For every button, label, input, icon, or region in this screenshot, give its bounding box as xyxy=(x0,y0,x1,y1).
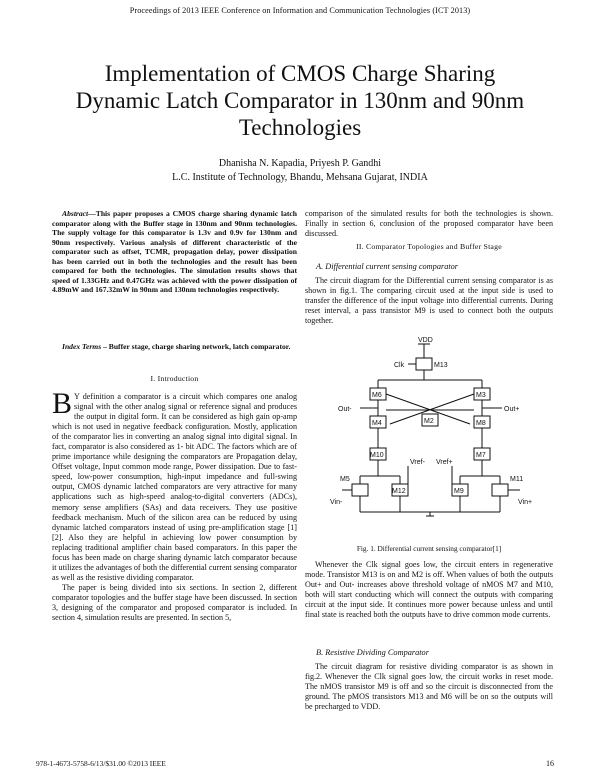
subsection-a-heading: A. Differential current sensing comparator xyxy=(316,262,459,271)
label-vin-plus: Vin+ xyxy=(518,499,533,506)
abstract-label: Abstract xyxy=(62,209,89,218)
paragraph-differential: The circuit diagram for the Differential current sensing comparator is as shown in fig.1. The comparing circuit used at the input side is used to transfer the difference of the input voltage into differential currents. During reset interval, a pass transistor M9 is used to connect both the outputs together. xyxy=(305,276,553,326)
label-m4: M4 xyxy=(372,420,382,427)
label-m13: M13 xyxy=(434,362,448,369)
drop-cap: B xyxy=(52,387,73,420)
subsection-b-body xyxy=(305,662,553,712)
label-out-plus: Out+ xyxy=(504,406,520,413)
index-terms xyxy=(52,342,297,352)
label-m7: M7 xyxy=(476,452,486,459)
section-heading-introduction: I. Introduction xyxy=(150,374,199,383)
abstract-text: —This paper proposes a CMOS charge sharing dynamic latch comparator along with the Buffer stage in 130nm and 90nm technologies. The supply voltage for this comparator is 1.3v and 0.9v for 130nm and 90nm respectively. Various analysis of different characteristic of the comparator such as offset, TCMR, propagation delay, power dissipation has been carried out in both the technologies and the result has been compared for both the technologies. The simulation results shows that speed of 1.33GHz and 0.47GHz was achieved with the power dissipation of 4.89mW and 167.32mW in 90nm and 130nm technologies respectively. xyxy=(52,209,297,295)
title-line-3: Technologies xyxy=(238,115,362,140)
label-vdd: VDD xyxy=(418,337,433,344)
label-out-minus: Out- xyxy=(338,406,352,413)
label-m5: M5 xyxy=(340,476,350,483)
transistor-m13 xyxy=(416,358,432,370)
label-m9: M9 xyxy=(454,488,464,495)
abstract xyxy=(52,209,297,295)
title-line-1: Implementation of CMOS Charge Sharing xyxy=(104,61,496,86)
title-line-2: Dynamic Latch Comparator in 130nm and 90nm xyxy=(75,88,525,113)
label-vref-minus: Vref- xyxy=(410,459,425,466)
intro-paragraph-1: Y definition a comparator is a circuit which compares one analog signal with the other analog signal or reference signal and produces the output in digital form. It can be considered as high gain op-amp which is not used in negative feedback configuration. Mostly, application of the comparator lies in converting an analog signal into digital signal. In fact, comparator is also considered as 1- bit ADC. The factors which are of prime importance while designing the comparators are Propagation delay, Offset voltage, Input common mode range, Power dissipation. Due to fast-speed, low-power consumption, high-input impedance and full-swing output, CMOS dynamic latched comparators are very attractive for many applications such as high-speed analog-to-digital converters (ADCs), memory sense amplifiers (SAs) and data receivers. They use positive feedback mechanism. Much of the silicon area can be reduced by using dynamic latched comparators instead of using pre-amplification stage [1] [2]. Also they are helpful in achieving low power consumption by replacing traditional amplifier chain based comparators. In this paper the focus has been made on charge sharing dynamic latch comparator because it utilizes the advantages of both the differential current sensing comparator as well as the resistive dividing comparator. xyxy=(52,392,297,582)
affiliation: L.C. Institute of Technology, Bhandu, Mehsana Gujarat, INDIA xyxy=(172,172,428,183)
paragraph-regenerative: Whenever the Clk signal goes low, the circuit enters in regenerative mode. Transistor M13 is on and M2 is off. When values of both the outputs Out+ and Out- increases above threshold voltage of nMOS M7 and M10, both will start conducting which will connect the outputs with comparing circuit at the input side. It continues more power because unless and until final state is reached both the outputs have to drive common mode currents. xyxy=(305,560,553,620)
subsection-a-body xyxy=(305,276,553,326)
paper-title xyxy=(40,60,560,141)
label-vref-plus: Vref+ xyxy=(436,459,453,466)
paragraph-resistive: The circuit diagram for resistive dividing comparator is as shown in fig.2. Whenever the Clk signal goes low, the circuit works in reset mode. The nMOS transistor M9 is off and so the circuit is disconnected from the ground. The pMOS transistors M13 and M6 will be on so the outputs will be precharged to VDD. xyxy=(305,662,553,712)
label-m6: M6 xyxy=(372,392,382,399)
page-number: 16 xyxy=(546,759,554,768)
circuit-figure xyxy=(330,336,540,534)
transistor-m11 xyxy=(492,484,508,496)
section-continuation xyxy=(305,209,553,239)
running-head: Proceedings of 2013 IEEE Conference on Information and Communication Technologies (ICT 2013) xyxy=(129,6,471,15)
intro-paragraph-2: The paper is being divided into six sections. In section 2, different comparator topologies and the buffer stage have been discussed. In section 3, designing of the comparator and proposed comparator is included. In section 4, simulation results are presented. In section 5, xyxy=(52,582,297,623)
footer-isbn: 978-1-4673-5758-6/13/$31.00 ©2013 IEEE xyxy=(36,759,166,768)
label-m2: M2 xyxy=(424,418,434,425)
label-m12: M12 xyxy=(392,488,406,495)
authors: Dhanisha N. Kapadia, Priyesh P. Gandhi xyxy=(218,158,382,169)
label-vin-minus: Vin- xyxy=(330,499,343,506)
regenerative-mode-body xyxy=(305,560,553,620)
continued-paragraph: comparison of the simulated results for both the technologies is shown. Finally in section 6, conclusion of the proposed comparator have been discussed. xyxy=(305,209,553,239)
introduction-body xyxy=(52,387,297,623)
label-m8: M8 xyxy=(476,420,486,427)
index-terms-label: Index Terms xyxy=(62,342,102,351)
circuit-diagram xyxy=(330,336,540,534)
transistor-m5 xyxy=(352,484,368,496)
label-m10: M10 xyxy=(370,452,384,459)
subsection-b-heading: B. Resistive Dividing Comparator xyxy=(316,648,429,657)
section-heading-topologies: II. Comparator Topologies and Buffer Stage xyxy=(356,242,502,251)
label-clk: Clk xyxy=(394,362,405,369)
label-m11: M11 xyxy=(510,476,524,483)
figure-caption: Fig. 1. Differential current sensing comparator[1] xyxy=(356,544,502,553)
index-terms-text: – Buffer stage, charge sharing network, latch comparator. xyxy=(103,342,291,351)
label-m3: M3 xyxy=(476,392,486,399)
